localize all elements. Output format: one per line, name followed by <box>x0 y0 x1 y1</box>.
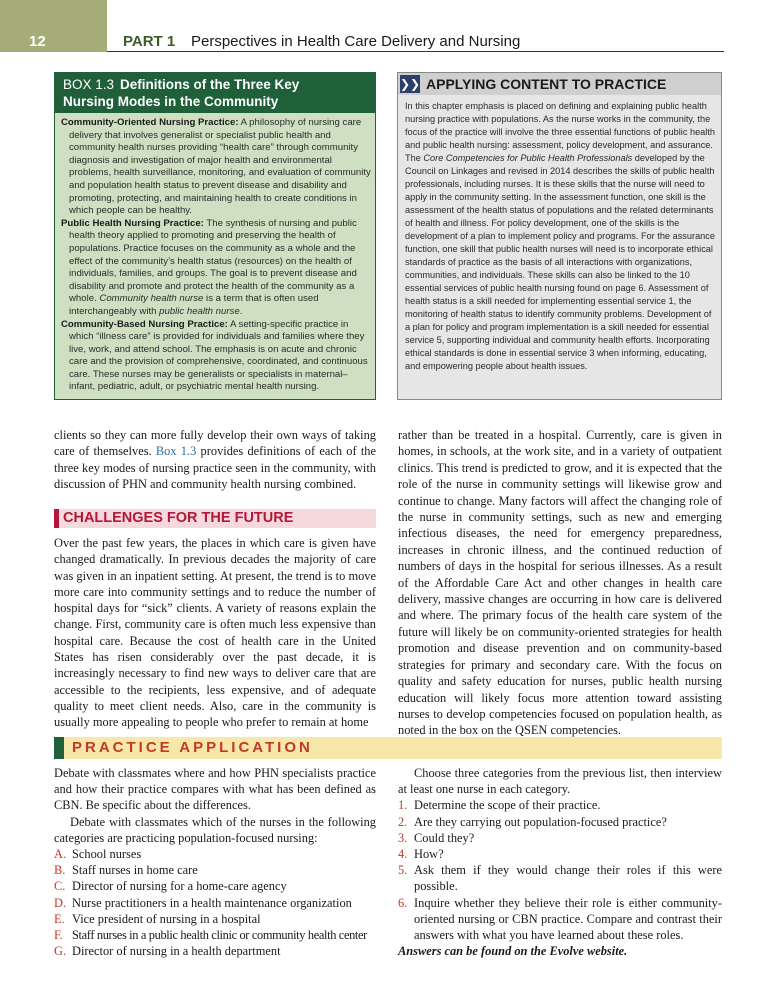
part-title: Perspectives in Health Care Delivery and Nursing <box>191 33 521 50</box>
part-label: PART 1 <box>123 33 176 50</box>
practice-application-title: PRACTICE APPLICATION <box>72 739 313 756</box>
step-item: 1. Determine the scope of their practice. <box>398 798 601 813</box>
practice-left-column <box>54 765 376 959</box>
step-item: 3. Could they? <box>398 830 475 845</box>
category-item: D. Nurse practitioners in a health maintenance organization <box>54 895 352 910</box>
definitions-box-header <box>55 73 375 113</box>
step-item: 2. Are they carrying out population-focused practice? <box>398 814 667 829</box>
heading-accent-bar <box>54 737 64 759</box>
practice-paragraph: Debate with classmates which of the nurses in the following categories are practicing population-focused nursing: <box>54 814 376 845</box>
right-column-paragraph: rather than be treated in a hospital. Currently, care is given in homes, in schools, at the work site, and in a variety of outpatient clinics. This trend is predicted to grow, and it is expected that the role of the nurse in community settings will likewise grow and continue to change. Many factors will affect the changing role of the nurse in community settings, such as new and emerging infectious diseases, the need for emergency preparedness, increases in chronic illness, and the continued reduction of numbers of days in the hospital for serious illnesses. As a result of the Affordable Care Act and other changes in health care delivery, massive changes are occurring in how care is delivered and where. The primary focus of the health care system of the future will likely be on community-oriented strategies for health promotion and disease prevention and on community-based strategies for primary and secondary care. With the focus on quality and safety education for nurses, public health nursing education will likely focus more attention toward assisting nurses to develop competencies focused on population health, as noted in the box on the QSEN competencies. <box>398 428 722 738</box>
definitions-box <box>54 72 376 400</box>
challenges-heading <box>54 509 376 528</box>
definition-item: Community-Based Nursing Practice: A setting-specific practice in which “illness care” is provided for individuals and families where they live, work, and attend school. The emphasis is on acute and chronic care and the provision of comprehensive, coordinated, and continuous care. These nurses may be generalists or specialists in maternal–infant, pediatric, adult, or psychiatric mental health nursing. <box>61 318 368 393</box>
challenges-title: CHALLENGES FOR THE FUTURE <box>63 510 294 526</box>
chevron-right-icon: ❯❯ <box>400 77 421 91</box>
category-item: B. Staff nurses in home care <box>54 863 198 878</box>
step-item: 5. Ask them if they would change their roles if this were possible. <box>398 863 722 894</box>
practice-paragraph: Choose three categories from the previous list, then interview at least one nurse in each category. <box>398 766 722 797</box>
header-rule <box>107 51 724 52</box>
header-tab <box>0 0 107 52</box>
practice-right-column <box>398 765 722 959</box>
category-item: F. Staff nurses in a public health clinic or community health center <box>54 928 367 943</box>
box-number: BOX 1.3 <box>63 77 115 92</box>
category-item: G. Director of nursing in a health department <box>54 944 281 959</box>
answers-note: Answers can be found on the Evolve website. <box>398 944 628 959</box>
definition-item: Public Health Nursing Practice: The synthesis of nursing and public health theory applied to promoting and preserving the health of populations. Practice focuses on the community as a whole and the effect of the community’s health status (resources) on the health of individuals, families, and groups. The goal is to prevent disease and disability and promote and protect the health of the community as a whole. Community health nurse is a term that is often used interchangeably with public health nurse. <box>61 217 357 317</box>
step-item: 6. Inquire whether they believe their role is either community-oriented nursing or CBN practice. Compare and contrast their answers with what you have learned about these roles. <box>398 895 722 943</box>
category-item: A. School nurses <box>54 847 142 862</box>
step-item: 4. How? <box>398 847 444 862</box>
box-title-line1: Definitions of the Three Key <box>120 77 300 92</box>
challenges-paragraph: Over the past few years, the places in which care is given have changed dramatically. In previous decades the majority of care was given in an inpatient setting. At present, the trend is to move more care into community settings and to reduce the number of hospital days for “sick” clients. A variety of reasons explain the change. First, community care is often much less expensive than hospital care. Because the cost of health care in the United States has risen considerably over the past decade, it is increasingly necessary to find new ways to deliver care that are accessible to the recipients, less expensive, and of adequate quality to meet client needs. Also, care in the community is usually more appealing to people who prefer to remain at home <box>54 536 376 730</box>
definition-item: Community-Oriented Nursing Practice: A philosophy of nursing care delivery that involves generalist or specialist public health and community health nurses providing “health care” through community diagnosis and investigation of major health and environmental problems, health surveillance, monitoring, and evaluation of community and population health status to prevent disease and disability and promoting, protecting, and maintaining health to create conditions in which people can be healthy. <box>61 117 371 217</box>
category-item: C. Director of nursing for a home-care agency <box>54 879 287 894</box>
applying-content-header <box>398 73 721 95</box>
intro-paragraph: clients so they can more fully develop their own ways of taking care of themselves. Box 1.3 provides definitions of each of the three key modes of nursing practice seen in the community, with discussion of PHN and community health nursing combined. <box>54 428 376 492</box>
box-title-line2: Nursing Modes in the Community <box>63 94 279 109</box>
page-number: 12 <box>29 33 46 50</box>
definitions-list <box>61 117 373 394</box>
practice-application-heading <box>54 737 722 759</box>
box-reference-link[interactable]: Box 1.3 <box>155 444 197 459</box>
applying-content-text: In this chapter emphasis is placed on defining and explaining public health nursing practice with populations. As the nurse works in the community, the focus of the practice will involve the three essential functions of public health and public health nursing: assessment, policy development, and assurance. The Core Competencies for Public Health Professionals developed by the Council on Linkages and revised in 2014 describes the skills of public health professionals, including nurses. It is these skills that the nurse will need to apply in the community setting. In the assessment function, one skill is the assessment of the health status of populations and the related determinants of health and illness. For policy development, one of the skills is the development of a plan to implement policy and programs. For the assurance function, one skill that public health nurses will need is to incorporate ethical standards of practice as the basis of all interactions with organizations, communities, and individuals. These skills can also be linked to the 10 essential services of public health nursing found on page 6. Assessment of health status is a skill needed for implementing essential service 1, the monitoring of health status to identify community problems. Development of a plan for policy and program implementation is a skill needed for essential service 5, supporting individual and community health efforts. Incorporating ethical standards is done in essential service 3 when informing, educating, and empowering people about health issues. <box>405 101 715 371</box>
practice-paragraph: Debate with classmates where and how PHN specialists practice and how their practice compares with what has been defined as CBN. Be specific about the differences. <box>54 766 376 813</box>
heading-accent-bar <box>54 509 59 528</box>
applying-content-box <box>397 72 722 400</box>
applying-content-title: APPLYING CONTENT TO PRACTICE <box>426 76 667 92</box>
category-item: E. Vice president of nursing in a hospital <box>54 911 261 926</box>
